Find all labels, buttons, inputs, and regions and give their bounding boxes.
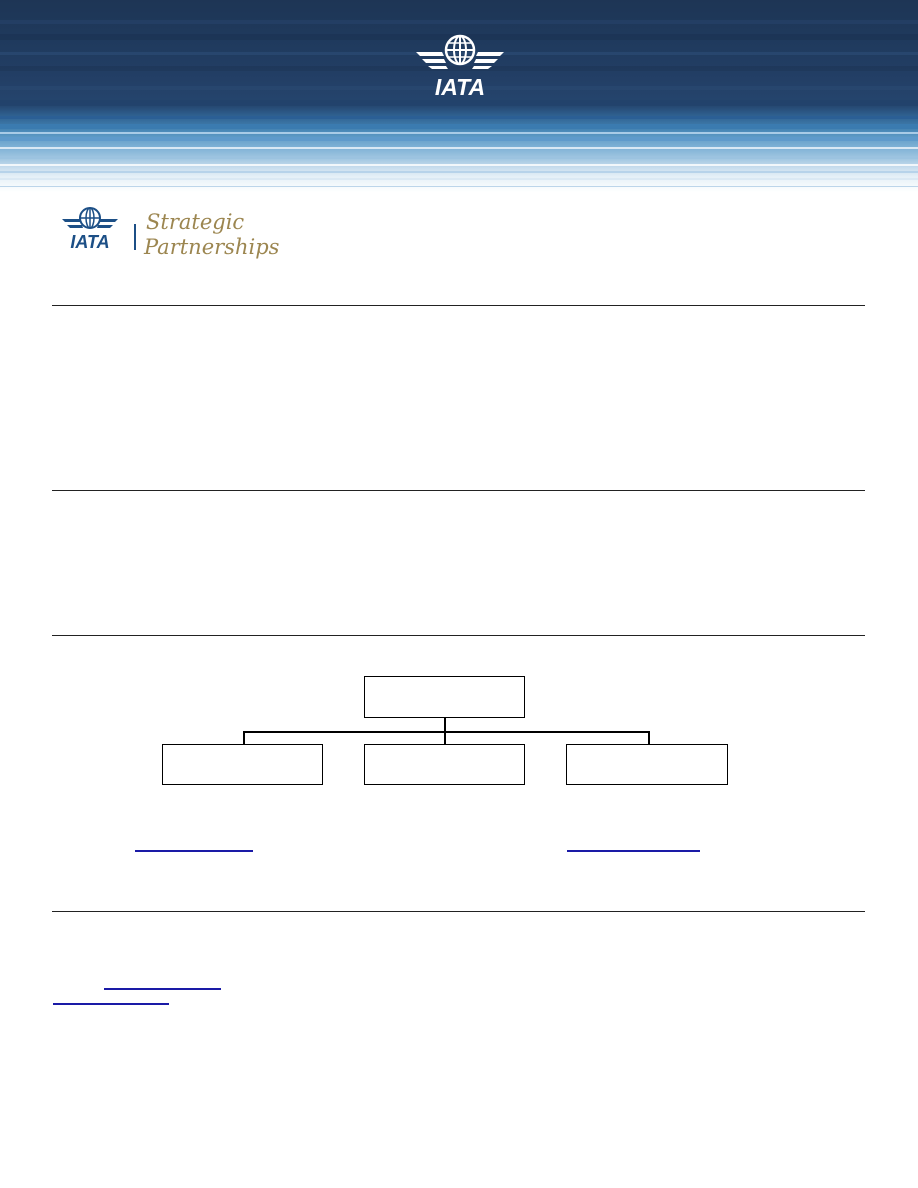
header-logo	[412, 32, 508, 100]
org-connector-left	[243, 731, 245, 744]
header-banner	[0, 0, 918, 192]
section-divider-3	[52, 635, 865, 636]
hyperlink-1[interactable]	[135, 850, 253, 852]
section-divider-4	[52, 911, 865, 912]
hyperlink-4[interactable]	[53, 1003, 169, 1005]
program-logo	[60, 200, 300, 264]
org-connector-root	[444, 718, 446, 731]
small-globe-wings-icon	[62, 208, 118, 228]
org-chart-child-box-1	[162, 744, 323, 785]
program-line2: Partnerships	[144, 235, 280, 259]
org-chart-child-box-2	[364, 744, 525, 785]
org-connector-right	[648, 731, 650, 744]
program-brand-text: IATA	[70, 232, 110, 252]
section-divider-2	[52, 490, 865, 491]
org-connector-horizontal	[243, 731, 649, 733]
org-chart-child-box-3	[566, 744, 728, 785]
hyperlink-2[interactable]	[567, 850, 700, 852]
hyperlink-3[interactable]	[104, 988, 221, 990]
org-connector-center	[444, 731, 446, 744]
section-divider-1	[52, 305, 865, 306]
program-line1: Strategic	[146, 210, 245, 234]
header-brand-text: IATA	[434, 74, 486, 100]
globe-wings-icon	[412, 32, 508, 100]
org-chart-root-box	[364, 676, 525, 718]
